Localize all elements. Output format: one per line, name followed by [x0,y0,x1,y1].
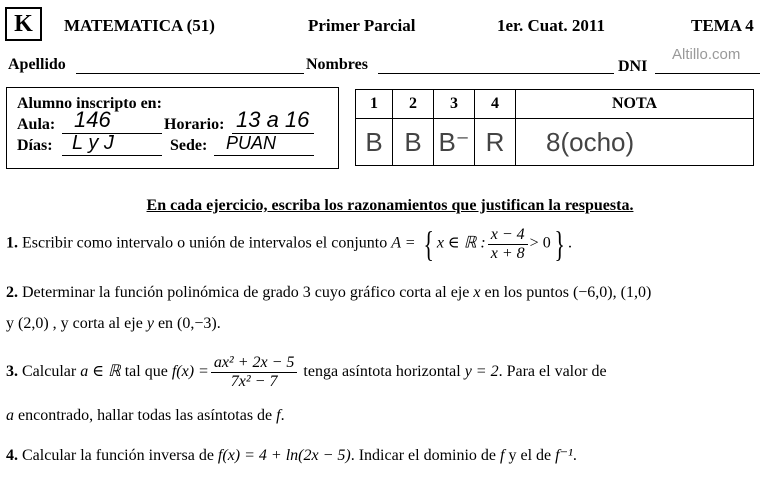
a-in-reals: a ∈ ℝ [80,363,121,381]
grade-value-2: B [393,119,434,166]
dni-line[interactable] [655,73,760,74]
asymptote-eq: y = 2 [464,363,499,381]
f-domain-var: f [500,447,505,464]
exercise-2 [6,283,776,303]
exercise-4-number: 4. [6,447,18,464]
exercise-1-end: . [567,234,572,252]
grade-value-nota: 8(ocho) [516,119,754,166]
left-brace-icon: { [422,224,434,264]
f-inverse: f⁻¹ [555,447,573,464]
grades-table [355,89,754,166]
exercise-3-text3: tenga asíntota horizontal [303,363,461,381]
function-denominator: 7x² − 7 [230,373,278,390]
exercise-2-line1: Determinar la función polinómica de grado 3 cuyo gráfico corta al eje [22,284,470,301]
point-3: (2,0) [18,315,49,332]
a-variable: a [6,407,14,424]
subject-title: MATEMATICA (51) [64,16,215,35]
exercise-4-text1: Calcular la función inversa de [22,447,214,464]
aula-label: Aula: [17,116,56,133]
exercise-1-text: Escribir como intervalo o unión de intervalos el conjunto [22,234,388,252]
fraction-denominator: x + 8 [490,244,525,262]
exercise-2-number: 2. [6,284,18,301]
axis-x: x [473,284,481,301]
instructions [0,197,780,215]
exercise-3-end: . [280,407,285,424]
dias-label: Días: [17,137,53,154]
exercise-2-line2a: y [6,315,14,332]
exercise-4-end: . [572,447,577,464]
set-condition: x ∈ ℝ : [436,234,486,252]
exercise-3-text4: . Para el valor de [498,363,607,381]
exam-title: Primer Parcial [308,16,416,35]
inverse-function-def: f(x) = 4 + ln(2x − 5) [217,447,351,464]
exercise-3-number: 3. [6,363,18,381]
exercise-3-text5: encontrado, hallar todas las asíntotas de [18,407,273,424]
dni-label: DNI [618,58,648,75]
grade-header-3: 3 [434,90,475,119]
aula-value: 146 [74,107,111,132]
point-4: (0,−3). [177,315,221,332]
exercise-3-text1: Calcular [22,363,77,381]
right-brace-icon: } [554,224,565,264]
set-fraction [488,226,528,263]
function-fraction [211,354,298,391]
point-2: (1,0) [620,284,652,301]
f-variable: f [276,407,281,424]
exam-letter-box: K [5,7,42,41]
grade-header-4: 4 [475,90,516,119]
exercise-2-line2b: , y corta al eje [52,315,143,332]
exercise-1-number: 1. [6,234,18,252]
apellido-line[interactable] [76,73,304,74]
set-A-lhs: A = [391,234,420,252]
grade-value-3: B⁻ [434,119,475,166]
fraction-numerator: x − 4 [488,226,528,245]
exercise-3 [6,354,776,391]
grade-header-1: 1 [356,90,393,119]
set-inequality: > 0 [529,234,551,252]
dias-line [62,155,162,156]
exercise-4-text2: . Indicar el dominio de [350,447,497,464]
axis-y: y [146,315,154,332]
grade-value-1: B [356,119,393,166]
exercise-4 [6,446,776,466]
horario-value: 13 a 16 [236,107,310,132]
sede-value: PUAN [226,133,277,153]
apellido-label: Apellido [8,56,66,73]
exercise-2-line2c: en [157,315,174,332]
exercise-2-second-line [6,314,776,334]
horario-label: Horario: [164,116,225,133]
exercise-3-second-line [6,406,776,426]
function-numerator: ax² + 2x − 5 [211,354,298,373]
exercise-4-text3: y el de [508,447,552,464]
exam-tema: TEMA 4 [691,16,754,35]
nombres-label: Nombres [306,56,368,73]
sede-label: Sede: [170,137,208,154]
enrollment-title: Alumno inscripto en: [17,95,162,112]
exercise-3-text2: tal que [124,363,168,381]
exercise-2-line1b: en los puntos [484,284,569,301]
function-f-lhs: f(x) = [171,363,209,381]
grade-header-nota: NOTA [516,90,754,119]
dias-value: L y J [72,132,114,154]
sede-line [214,155,314,156]
grade-header-2: 2 [393,90,434,119]
point-1: (−6,0), [572,284,617,301]
nombres-line[interactable] [378,73,614,74]
instructions-text: En cada ejercicio, escriba los razonamientos que justifican la respuesta. [146,197,634,214]
exam-term: 1er. Cuat. 2011 [497,16,605,35]
grade-value-4: R [475,119,516,166]
watermark: Altillo.com [672,46,741,63]
exercise-1 [6,224,776,264]
